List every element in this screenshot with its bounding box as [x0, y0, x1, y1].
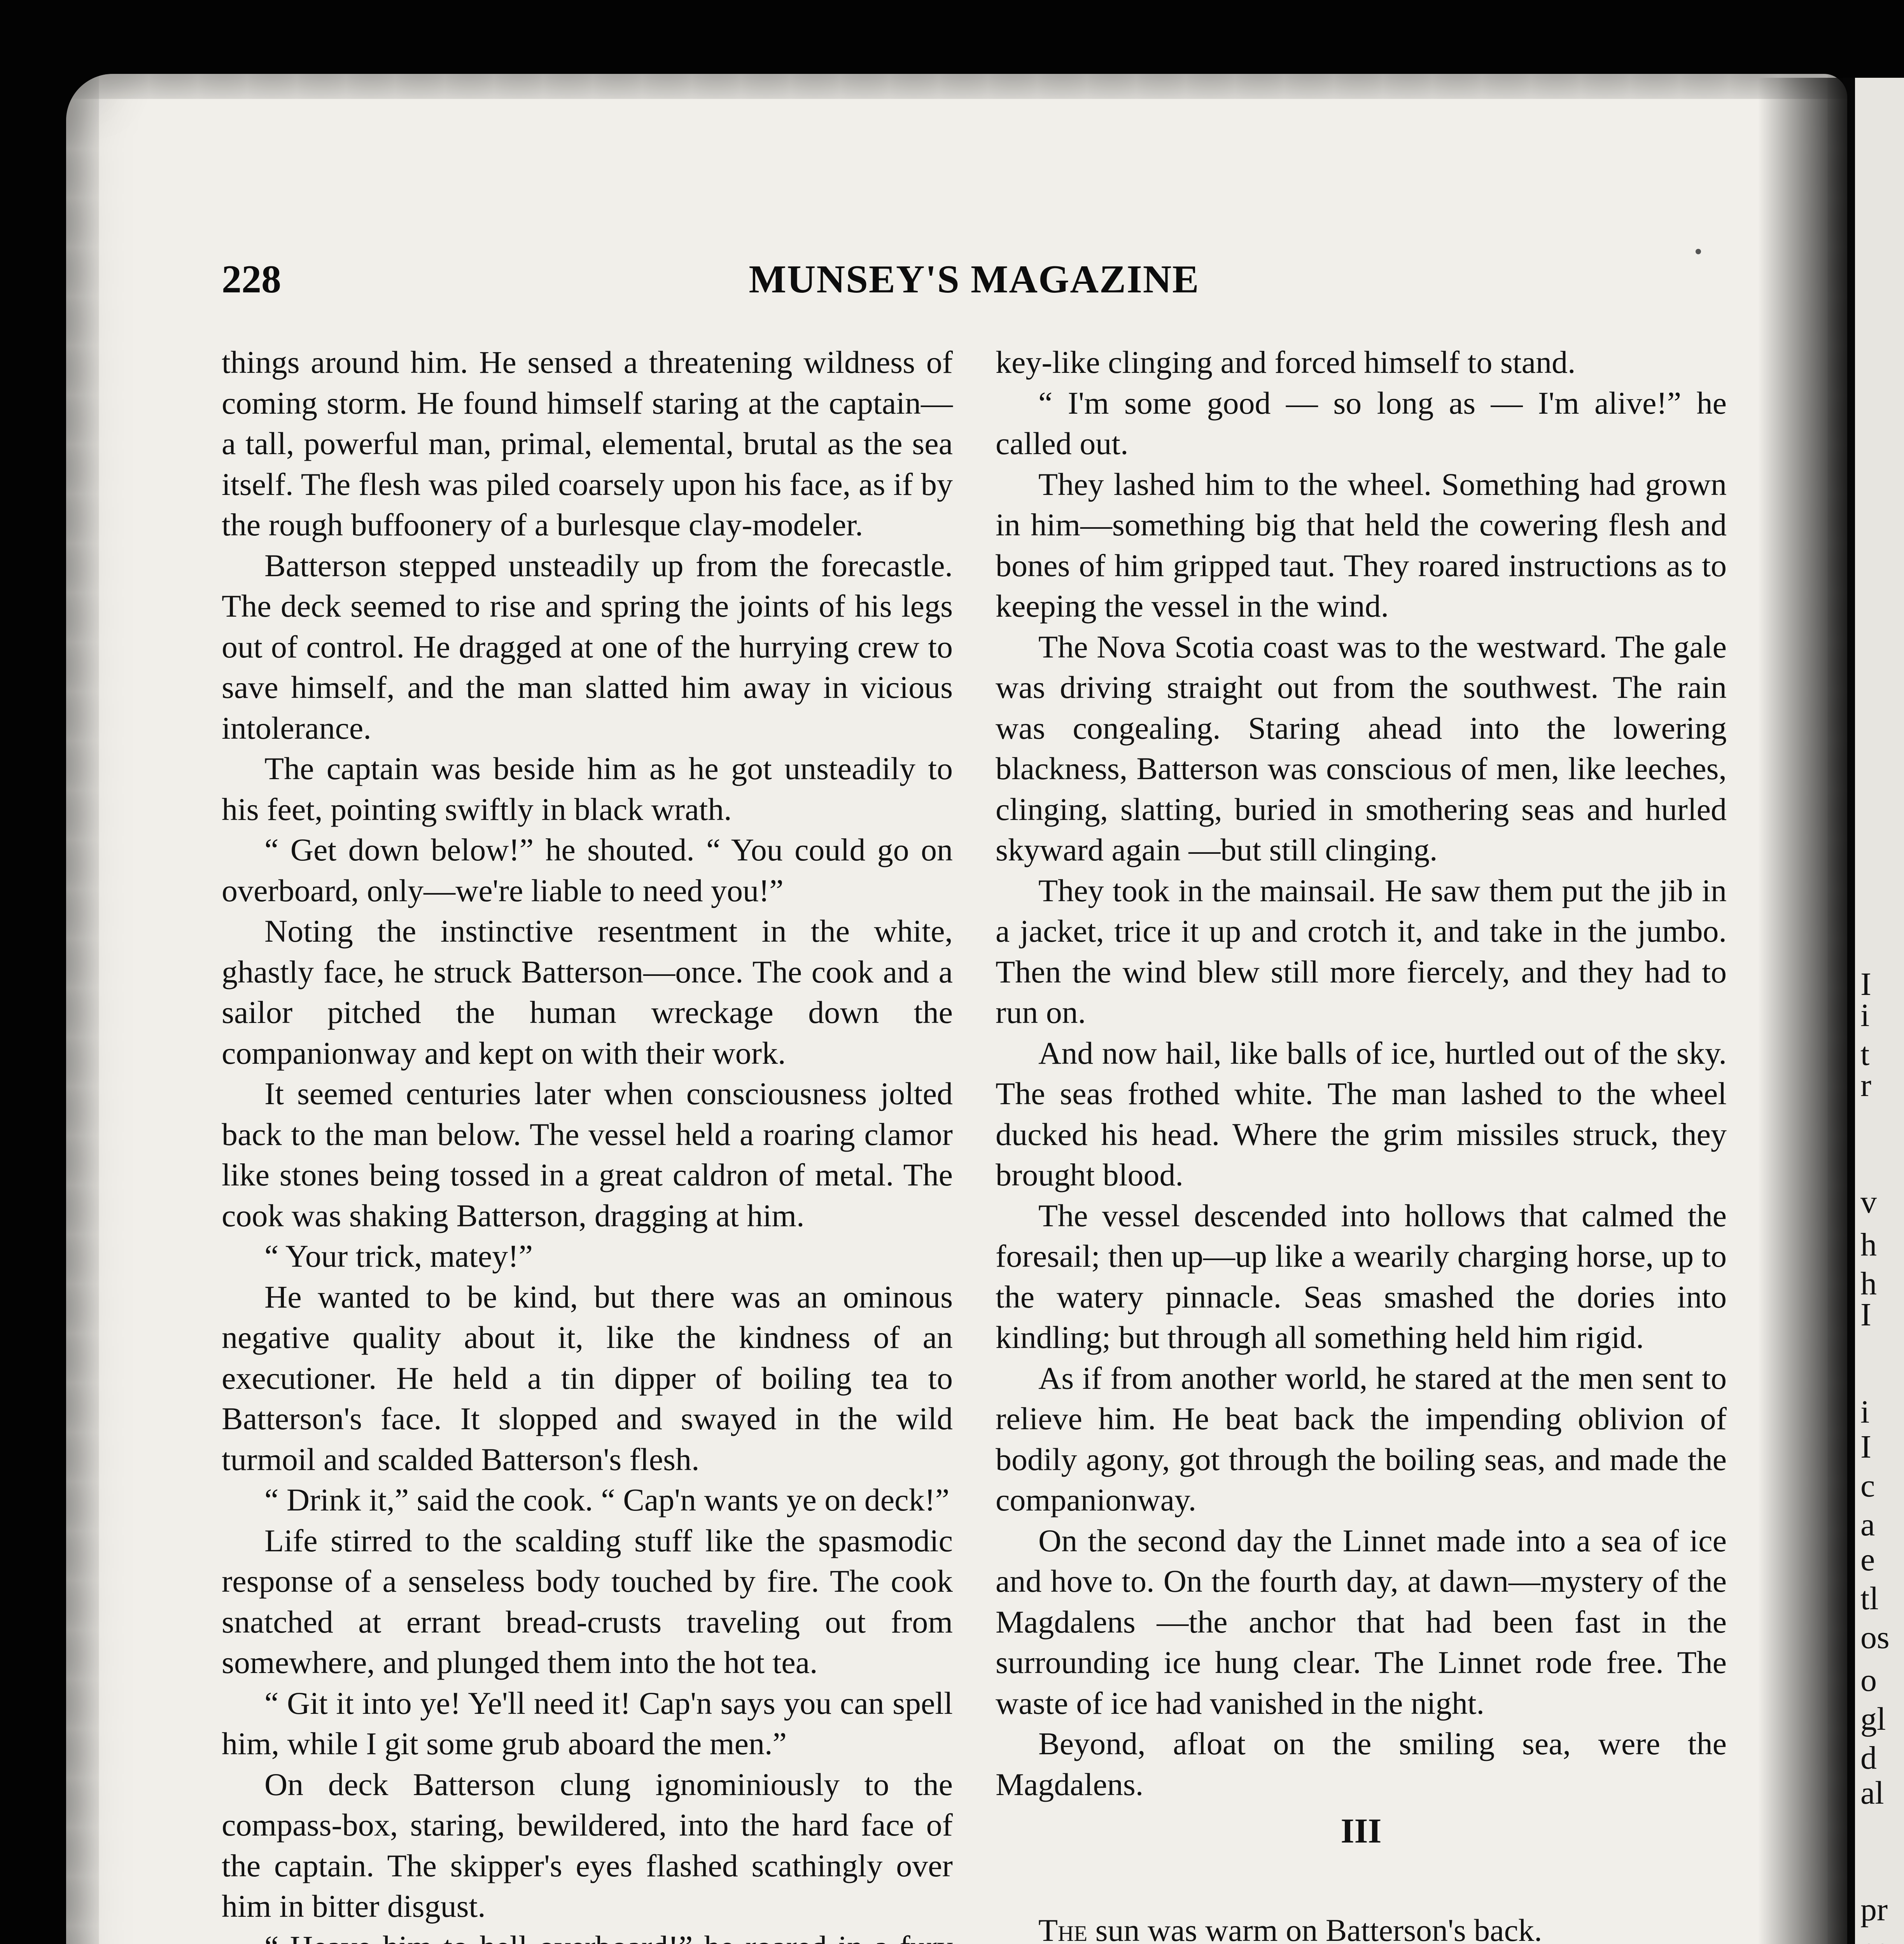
paragraph: On deck Batterson clung ignominiously to the compass-box, staring, bewildered, into the hard face of the captain. The skipper's eyes flashed scathingly over him in bitter disgust. — [222, 1764, 953, 1927]
facing-page-fragment: r — [1860, 1069, 1871, 1102]
paragraph: things around him. He sensed a threatening wildness of coming storm. He found himself staring at the captain—a tall, powerful man, primal, elemental, brutal as the sea itself. The flesh was piled coarsely upon his face, as if by the rough buffoonery of a burlesque clay-modeler. — [222, 342, 953, 545]
facing-page-fragment: I — [1860, 968, 1871, 1001]
facing-page-fragment: c — [1860, 1470, 1875, 1502]
facing-page-fragment: al — [1860, 1777, 1884, 1809]
paragraph: And now hail, like balls of ice, hurtled out of the sky. The seas frothed white. The man lashed to the wheel ducked his head. Where the grim missiles struck, they brought blood. — [996, 1033, 1727, 1196]
paragraph: Life stirred to the scalding stuff like the spasmodic response of a senseless body touched by fire. The cook snatched at errant bread-crusts traveling out from somewhere, and plunged them into the hot tea. — [222, 1521, 953, 1683]
facing-page-fragment: o — [1860, 1664, 1877, 1697]
paragraph: On the second day the Linnet made into a sea of ice and hove to. On the fourth day, at dawn—mystery of the Magdalens —the anchor that had been fast in the surrounding ice hung clear. The Linnet rode free. The waste of ice had vanished in the night. — [996, 1521, 1727, 1724]
facing-page-fragment: h — [1860, 1229, 1877, 1261]
facing-page-fragment: pr — [1860, 1893, 1888, 1926]
facing-page-fragment: e — [1860, 1544, 1875, 1576]
paragraph: “ Your trick, matey!” — [222, 1236, 953, 1277]
facing-page-fragment: I — [1860, 1299, 1871, 1331]
paragraph: As if from another world, he stared at the men sent to relieve him. He beat back the impending oblivion of bodily agony, got through the boiling seas, and made the companionway. — [996, 1358, 1727, 1521]
facing-page-fragment: h — [1860, 1267, 1877, 1300]
facing-page-fragment: t — [1860, 1038, 1869, 1071]
paragraph: He wanted to be kind, but there was an ominous negative quality about it, like the kindness of an executioner. He held a tin dipper of boiling tea to Batterson's face. It slopped and swayed in the wild turmoil and scalded Batterson's flesh. — [222, 1277, 953, 1480]
section-lead-in: The — [1038, 1913, 1087, 1944]
paragraph: The Nova Scotia coast was to the westward. The gale was driving straight out from the southwest. The rain was congealing. Staring ahead into the lowering blackness, Batterson was conscious of men, like leeches, clinging, slatting, buried in smothering seas and hurled skyward again —but still clinging. — [996, 627, 1727, 871]
paragraph: Beyond, afloat on the smiling sea, were the Magdalens. — [996, 1724, 1727, 1805]
section-number: III — [996, 1811, 1727, 1852]
paragraph: key-like clinging and forced himself to stand. — [996, 342, 1727, 383]
paragraph: Noting the instinctive resentment in the white, ghastly face, he struck Batterson—once. The cook and a sailor pitched the human wreckage down the companionway and kept on with their work. — [222, 911, 953, 1073]
facing-page-fragment: I — [1860, 1431, 1871, 1463]
page-number: 228 — [222, 257, 281, 302]
running-title: MUNSEY'S MAGAZINE — [222, 257, 1727, 302]
paragraph: “ Drink it,” said the cook. “ Cap'n wants ye on deck!” — [222, 1480, 953, 1521]
facing-page-fragment: a — [1860, 1509, 1875, 1541]
paragraph: “ Get down below!” he shouted. “ You could go on overboard, only—we're liable to need you!” — [222, 830, 953, 911]
facing-page-fragment: v — [1860, 1186, 1877, 1218]
facing-page-fragment: i — [1860, 1396, 1869, 1428]
paragraph: Batterson stepped unsteadily up from the forecastle. The deck seemed to rise and spring the joints of his legs out of control. He dragged at one of the hurrying crew to save himself, and the man slatted him away in vicious intolerance. — [222, 545, 953, 749]
facing-page-fragment: tl — [1860, 1582, 1879, 1615]
facing-page-fragment: d — [1860, 1742, 1877, 1774]
facing-page-fragment: i — [1860, 999, 1869, 1032]
facing-page-fragment: gl — [1860, 1703, 1886, 1736]
paragraph: “ I'm some good — so long as — I'm alive!” he called out. — [996, 383, 1727, 464]
paragraph: They lashed him to the wheel. Something had grown in him—something big that held the cowering flesh and bones of him gripped taut. They roared instructions as to keeping the vessel in the wind. — [996, 464, 1727, 627]
section-opening-text: sun was warm on Batterson's back. — [1087, 1913, 1542, 1944]
paragraph: “ Git it into ye! Ye'll need it! Cap'n says you can spell him, while I git some grub aboard the men.” — [222, 1683, 953, 1764]
paragraph: It seemed centuries later when consciousness jolted back to the man below. The vessel held a roaring clamor like stones being tossed in a great caldron of metal. The cook was shaking Batterson, dragging at him. — [222, 1073, 953, 1236]
paragraph: The vessel descended into hollows that calmed the foresail; then up—up like a wearily charging horse, up to the watery pinnacle. Seas smashed the dories into kindling; but through all something held him rigid. — [996, 1196, 1727, 1358]
facing-page-fragment: os — [1860, 1621, 1890, 1654]
paragraph: They took in the mainsail. He saw them put the jib in a jacket, trice it up and crotch it, and take in the jumbo. Then the wind blew still more fiercely, and they had to run on. — [996, 871, 1727, 1033]
paragraph: The captain was beside him as he got unsteadily to his feet, pointing swiftly in black wrath. — [222, 748, 953, 830]
